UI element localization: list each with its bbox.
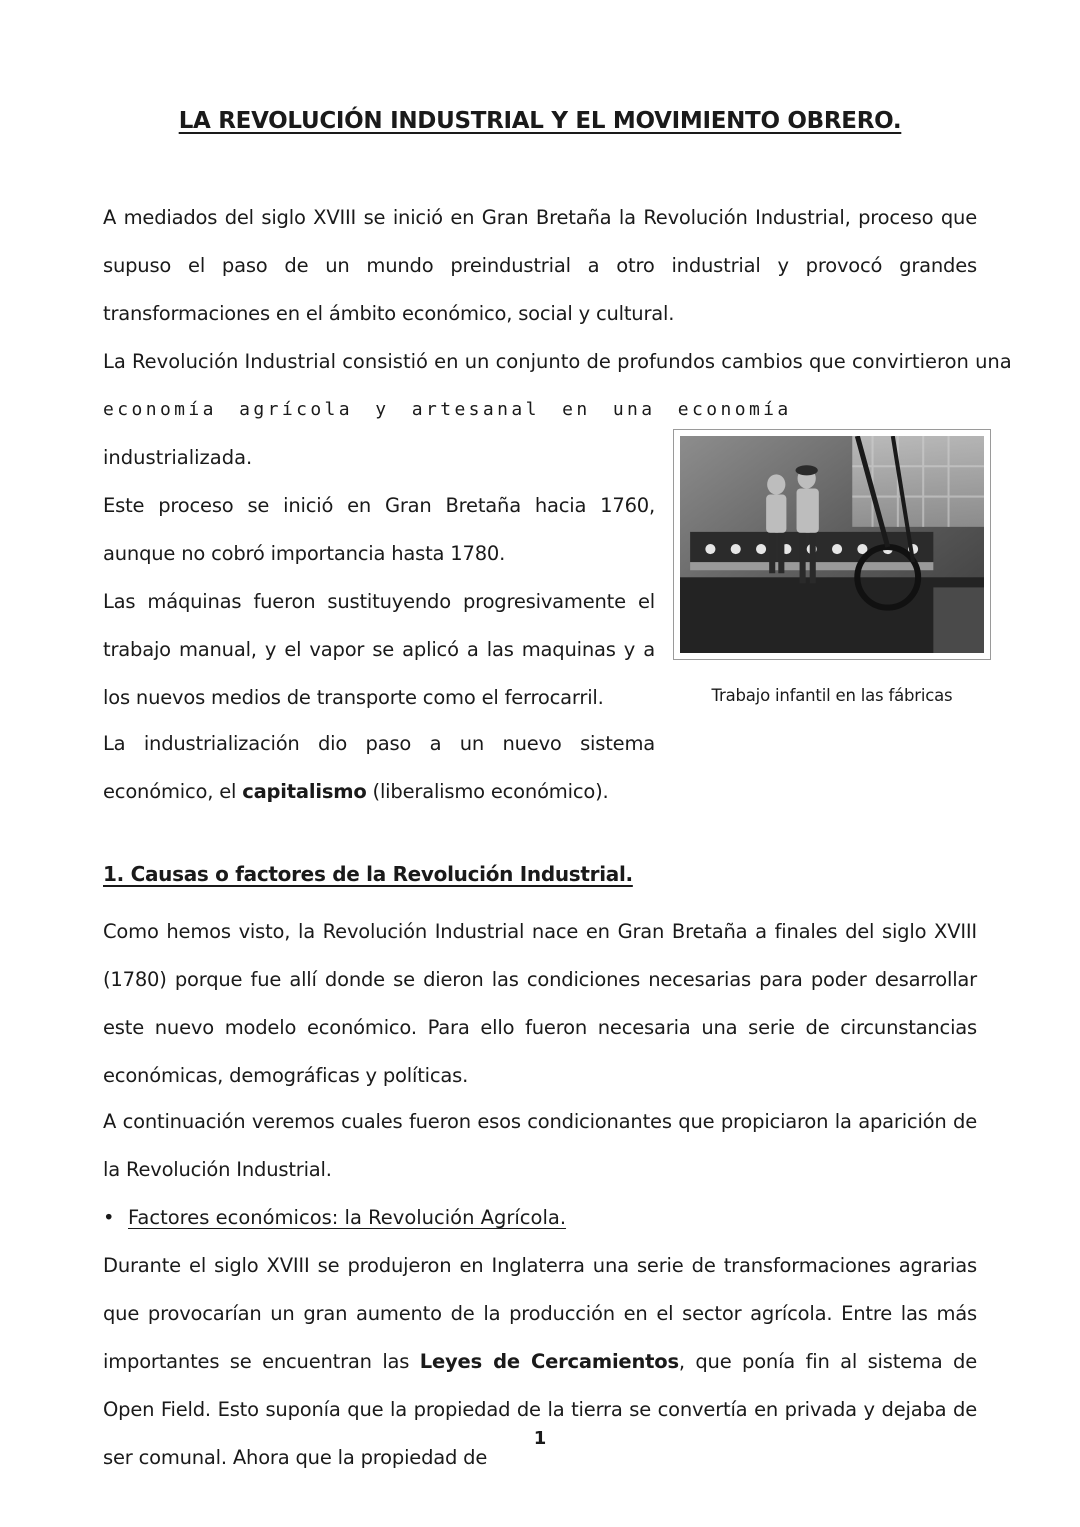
intro-paragraph-3: Este proceso se inició en Gran Bretaña hacia 1760, aunque no cobró importancia hasta 1780. xyxy=(103,494,655,565)
factory-photo-image xyxy=(680,436,984,653)
leyes-cercamientos-term: Leyes de Cercamientos xyxy=(419,1350,679,1373)
child-labor-photo xyxy=(673,429,991,660)
intro-paragraph-4: Las máquinas fueron sustituyendo progresivamente el trabajo manual, y el vapor se aplicó a las maquinas y a los nuevos medios de transporte como el ferrocarril. xyxy=(103,590,655,709)
intro-paragraph-1: A mediados del siglo XVIII se inició en Gran Bretaña la Revolución Industrial, proceso que supuso el paso de un mundo preindustrial a otro industrial y provocó grandes transformaciones en el ámbito económico, social y cultural. xyxy=(103,206,977,325)
intro-paragraph-5-tail: (liberalismo económico). xyxy=(366,780,609,803)
section-1-paragraph-1: Como hemos visto, la Revolución Industrial nace en Gran Bretaña a finales del siglo XVIII (1780) porque fue allí donde se dieron las condiciones necesarias para poder desarrollar este nuevo modelo económico. Para ello fueron necesaria una serie de circunstancias económicas, demográficas y políticas. xyxy=(103,920,977,1087)
intro-paragraph-2-line-3: industrializada. xyxy=(103,446,253,469)
section-1-heading: 1. Causas o factores de la Revolución Industrial. xyxy=(103,862,633,886)
photo-caption: Trabajo infantil en las fábricas xyxy=(711,686,953,705)
intro-paragraph-5 xyxy=(103,720,655,816)
document-title: LA REVOLUCIÓN INDUSTRIAL Y EL MOVIMIENTO OBRERO. xyxy=(178,108,902,134)
intro-paragraph-2-line-1: La Revolución Industrial consistió en un conjunto de profundos cambios que convirtieron una xyxy=(103,350,1012,373)
section-1-paragraph-2: A continuación veremos cuales fueron esos condicionantes que propiciaron la aparición de la Revolución Industrial. xyxy=(103,1110,977,1181)
intro-paragraph-2-line-2: economía agrícola y artesanal en una economía xyxy=(103,399,792,420)
bullet-marker: • xyxy=(103,1206,115,1229)
capitalismo-term: capitalismo xyxy=(242,780,367,803)
bullet-text: Factores económicos: la Revolución Agrícola. xyxy=(128,1206,567,1229)
intro-paragraph-5-text: La industrialización dio paso a un nuevo sistema económico, el xyxy=(103,732,655,803)
bullet-item xyxy=(103,1194,566,1242)
page-number: 1 xyxy=(533,1428,547,1449)
section-1-paragraph-3-end: , que ponía fin al sistema de Open Field. Esto suponía que la propiedad de la tierra se convertía en privada y dejaba de ser comunal. Ahora que la propiedad de xyxy=(103,1350,977,1469)
section-1-paragraph-3-start: Durante el siglo XVIII se produjeron en Inglaterra una serie de transformaciones agrarias que provocarían un gran aumento de la producción en el sector agrícola. Entre las más importantes se encuentran las xyxy=(103,1254,977,1373)
